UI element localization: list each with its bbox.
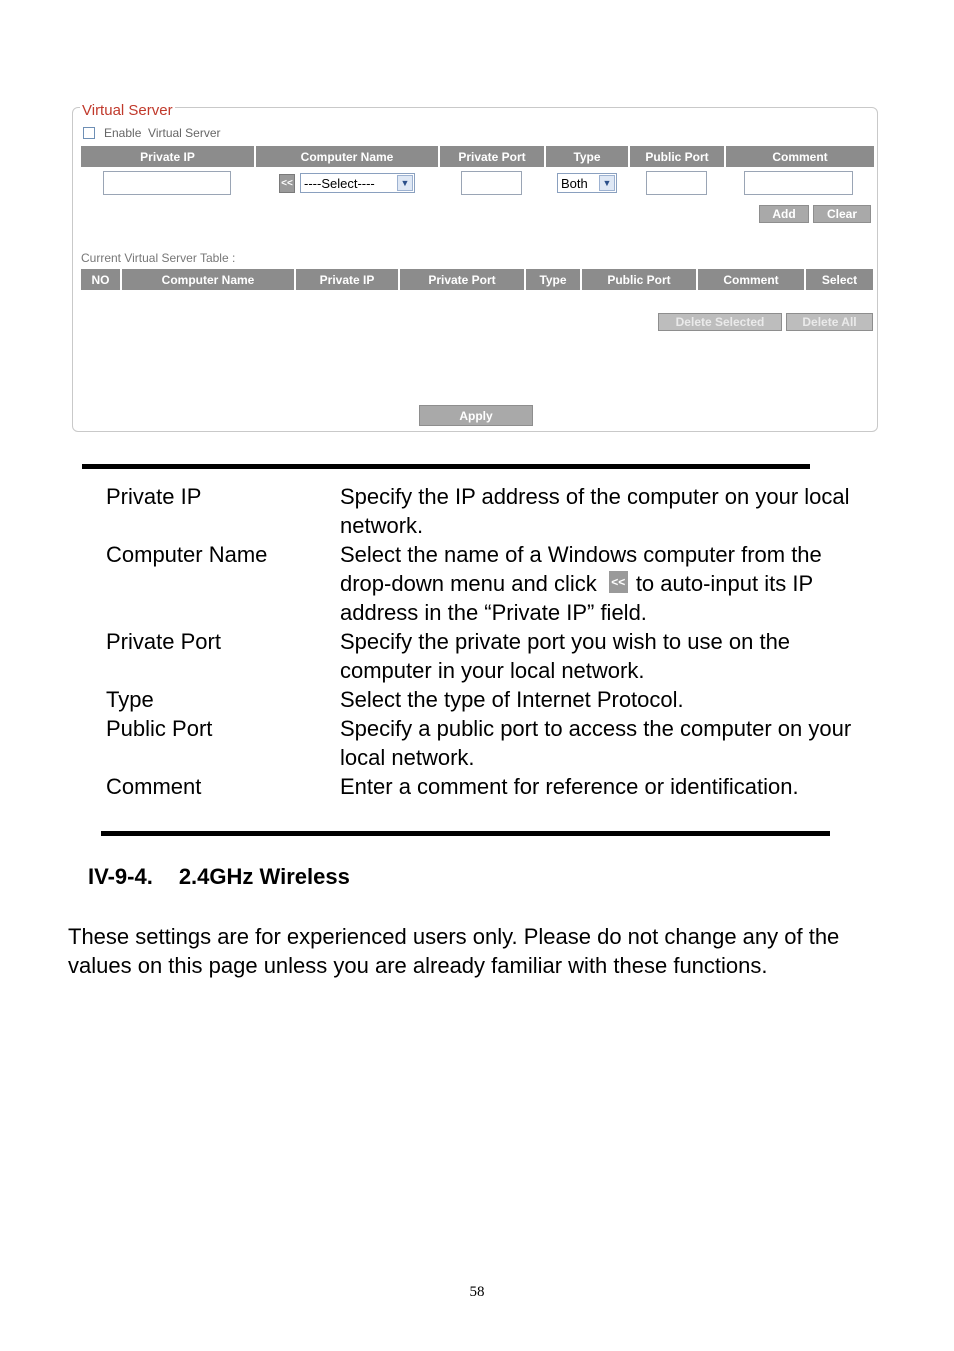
chevron-down-icon: ▼ xyxy=(599,175,615,191)
delete-all-button[interactable]: Delete All xyxy=(786,313,873,331)
virtual-server-panel xyxy=(72,102,878,432)
definition-row xyxy=(106,482,866,540)
enable-virtual-server-row xyxy=(83,126,221,140)
table-header-row xyxy=(81,269,873,290)
definition-row xyxy=(106,685,866,714)
clear-button[interactable]: Clear xyxy=(813,205,871,223)
field-definitions xyxy=(106,482,866,801)
definition-desc-part: to auto-input its IP address in the “Private IP” field. xyxy=(340,571,813,625)
col-select: Select xyxy=(806,269,873,290)
enable-virtual-server-checkbox[interactable] xyxy=(83,127,95,139)
definition-term: Public Port xyxy=(106,716,213,741)
header-comment: Comment xyxy=(726,146,874,167)
page-number: 58 xyxy=(469,1284,485,1300)
section-heading xyxy=(88,864,350,890)
definition-term: Private IP xyxy=(106,484,202,509)
definition-desc: Select the type of Internet Protocol. xyxy=(340,687,684,712)
definition-desc-part: Select the name of a Windows computer from the drop-down menu and click xyxy=(340,542,822,596)
enable-virtual-server-label: Enable Virtual Server xyxy=(104,126,221,140)
col-computer-name: Computer Name xyxy=(122,269,296,290)
definition-desc xyxy=(340,540,866,627)
col-no: NO xyxy=(81,269,122,290)
definition-term: Type xyxy=(106,687,154,712)
col-private-port: Private Port xyxy=(400,269,526,290)
comment-input[interactable] xyxy=(744,171,853,195)
definition-term: Private Port xyxy=(106,629,221,654)
copy-to-private-ip-button[interactable]: << xyxy=(279,174,295,193)
input-header-row xyxy=(81,146,874,167)
col-comment: Comment xyxy=(698,269,806,290)
header-computer-name: Computer Name xyxy=(256,146,440,167)
definition-term: Comment xyxy=(106,774,202,799)
col-public-port: Public Port xyxy=(582,269,698,290)
col-private-ip: Private IP xyxy=(296,269,400,290)
definition-row xyxy=(106,714,866,772)
definition-desc: Enter a comment for reference or identification. xyxy=(340,774,799,799)
section-number: IV-9-4. xyxy=(88,864,153,889)
definition-term: Computer Name xyxy=(106,542,268,567)
copy-arrow-icon: << xyxy=(609,571,628,593)
panel-title: Virtual Server xyxy=(82,102,173,119)
definition-desc: Specify the IP address of the computer on your local network. xyxy=(340,484,850,538)
chevron-down-icon: ▼ xyxy=(397,175,413,191)
top-divider xyxy=(82,464,810,469)
definition-row xyxy=(106,540,866,627)
computer-name-select[interactable] xyxy=(300,173,415,193)
section-title: 2.4GHz Wireless xyxy=(178,864,350,889)
header-public-port: Public Port xyxy=(630,146,726,167)
computer-name-select-value: ----Select---- xyxy=(304,175,375,191)
private-port-input[interactable] xyxy=(461,171,522,195)
type-select-value: Both xyxy=(561,175,588,191)
definition-row xyxy=(106,772,866,801)
private-ip-input[interactable] xyxy=(103,171,231,195)
current-table-label: Current Virtual Server Table : xyxy=(81,251,236,265)
public-port-input[interactable] xyxy=(646,171,707,195)
delete-selected-button[interactable]: Delete Selected xyxy=(658,313,782,331)
type-select[interactable] xyxy=(557,173,617,193)
apply-button[interactable]: Apply xyxy=(419,405,533,426)
add-button[interactable]: Add xyxy=(759,205,809,223)
bottom-divider xyxy=(101,831,830,836)
definition-row xyxy=(106,627,866,685)
definition-desc: Specify the private port you wish to use on the computer in your local network. xyxy=(340,629,791,683)
intro-paragraph: These settings are for experienced users only. Please do not change any of the values on this page unless you are already familiar with these functions. xyxy=(68,924,840,978)
header-type: Type xyxy=(546,146,630,167)
header-private-port: Private Port xyxy=(440,146,546,167)
header-private-ip: Private IP xyxy=(81,146,256,167)
definition-desc: Specify a public port to access the computer on your local network. xyxy=(340,716,852,770)
col-type: Type xyxy=(526,269,582,290)
